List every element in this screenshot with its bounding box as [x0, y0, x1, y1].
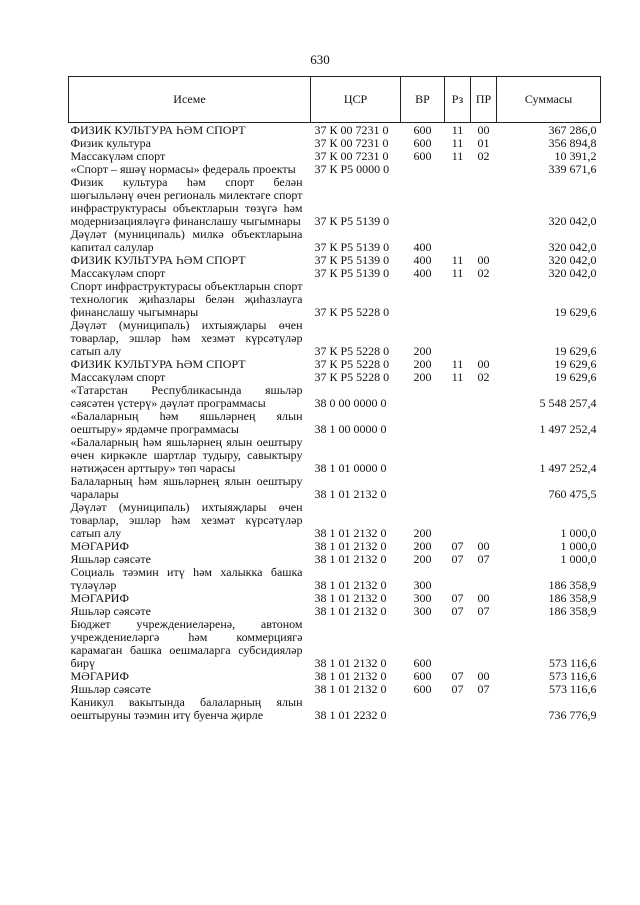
table-row	[69, 176, 601, 228]
cell-rz: 07	[451, 552, 464, 566]
cell-name: Яшьләр сәясәте	[70, 604, 151, 618]
cell-vr: 600	[413, 682, 432, 696]
cell-rz	[445, 566, 471, 592]
cell-csr: 38 0 00 0000 0	[314, 396, 387, 410]
cell-csr: 38 1 01 2132 0	[314, 526, 387, 540]
cell-vr: 200	[413, 539, 432, 553]
cell-pr	[471, 436, 497, 475]
cell-vr	[401, 475, 445, 501]
cell-csr: 38 1 01 2132 0	[314, 682, 387, 696]
cell-vr: 600	[413, 669, 432, 683]
cell-rz	[445, 280, 471, 319]
cell-name: Физик культура	[70, 136, 151, 150]
cell-pr	[471, 696, 497, 722]
cell-pr	[471, 410, 497, 436]
cell-sum: 19 629,6	[554, 344, 597, 358]
cell-sum: 19 629,6	[554, 305, 597, 319]
cell-vr: 600	[413, 149, 432, 163]
cell-name: Физик культура һәм спорт белән шөгыльләнү өчен региональ милектәге спорт инфраструктурасы объектларын төзүгә һәм модернизацияләүгә финанслашу чыгымнары	[70, 175, 303, 228]
cell-vr: 300	[413, 578, 432, 592]
cell-rz	[445, 319, 471, 358]
cell-sum: 186 358,9	[548, 604, 597, 618]
cell-sum: 573 116,6	[548, 669, 597, 683]
cell-rz: 11	[451, 357, 464, 371]
cell-pr: 02	[477, 149, 490, 163]
cell-pr: 00	[477, 669, 490, 683]
cell-pr: 02	[477, 370, 490, 384]
cell-rz	[445, 696, 471, 722]
cell-csr: 38 1 01 2132 0	[314, 552, 387, 566]
cell-name: Балаларның һәм яшьләрнең ялын оештыру чаралары	[70, 474, 303, 501]
cell-vr	[401, 163, 445, 176]
cell-csr: 38 1 01 2132 0	[314, 669, 387, 683]
cell-name: Яшьләр сәясәте	[70, 552, 151, 566]
cell-vr: 600	[413, 123, 432, 137]
cell-name: МӘГАРИФ	[70, 669, 129, 683]
cell-rz	[445, 163, 471, 176]
cell-name: Яшьләр сәясәте	[70, 682, 151, 696]
cell-name: Массакүләм спорт	[70, 149, 166, 163]
cell-name: «Татарстан Республикасында яшьләр сәясәтен үстерү» дәүләт программасы	[70, 383, 303, 410]
cell-vr: 200	[413, 344, 432, 358]
cell-name: «Балаларның һәм яшьләрнең ялын оештыру» ярдәмче программасы	[70, 409, 303, 436]
table-row	[69, 228, 601, 254]
header-csr: ЦСР	[311, 77, 401, 123]
cell-sum: 186 358,9	[548, 578, 597, 592]
cell-csr: 37 К Р5 5139 0	[314, 214, 390, 228]
cell-rz	[445, 618, 471, 670]
cell-vr: 400	[413, 240, 432, 254]
cell-name: Бюджет учреждениеләренә, автоном учреждениеләргә һәм коммерциягә карамаган башка оешмаларга субсидияләр бирү	[70, 617, 303, 670]
cell-rz: 07	[451, 591, 464, 605]
cell-vr: 200	[413, 357, 432, 371]
header-pr: ПР	[471, 77, 497, 123]
table-row	[69, 123, 601, 138]
cell-rz	[445, 475, 471, 501]
cell-sum: 19 629,6	[554, 370, 597, 384]
cell-rz: 07	[451, 539, 464, 553]
cell-name: Дәүләт (муниципаль) ихтыяҗлары өчен товарлар, эшләр һәм хезмәт күрсәтүләр сатып алу	[70, 500, 303, 540]
cell-csr: 37 К 00 7231 0	[314, 123, 389, 137]
cell-sum: 10 391,2	[554, 149, 597, 163]
cell-pr: 00	[477, 357, 490, 371]
cell-csr: 38 1 01 2132 0	[314, 539, 387, 553]
cell-csr: 37 К Р5 5228 0	[314, 370, 390, 384]
cell-sum: 1 000,0	[560, 526, 597, 540]
cell-pr	[471, 566, 497, 592]
cell-rz: 11	[451, 149, 464, 163]
cell-sum: 1 000,0	[560, 552, 597, 566]
cell-pr: 00	[477, 539, 490, 553]
cell-name: МӘГАРИФ	[70, 539, 129, 553]
cell-vr: 200	[413, 526, 432, 540]
table-row	[69, 436, 601, 475]
cell-rz: 11	[451, 370, 464, 384]
cell-csr: 37 К Р5 5228 0	[314, 357, 390, 371]
cell-sum: 1 000,0	[560, 539, 597, 553]
table-row	[69, 319, 601, 358]
cell-sum: 356 894,8	[548, 136, 597, 150]
cell-rz	[445, 436, 471, 475]
cell-csr: 38 1 01 2132 0	[314, 591, 387, 605]
table-row	[69, 410, 601, 436]
cell-name: Социаль тәэмин итү һәм халыкка башка түләүләр	[70, 565, 303, 592]
cell-name: Массакүләм спорт	[70, 370, 166, 384]
cell-csr: 38 1 01 2132 0	[314, 578, 387, 592]
cell-rz	[445, 410, 471, 436]
cell-sum: 339 671,6	[548, 162, 597, 176]
cell-vr: 300	[413, 591, 432, 605]
cell-name: «Спорт – яшәү нормасы» федераль проекты	[70, 162, 296, 176]
cell-rz: 07	[451, 682, 464, 696]
cell-csr: 38 1 01 2132 0	[314, 656, 387, 670]
cell-name: ФИЗИК КУЛЬТУРА ҺӘМ СПОРТ	[70, 357, 246, 371]
cell-vr	[401, 280, 445, 319]
cell-sum: 320 042,0	[548, 214, 597, 228]
budget-table	[68, 76, 601, 722]
cell-name: Дәүләт (муниципаль) милкә объектларына капитал салулар	[70, 227, 303, 254]
header-sum: Суммасы	[497, 77, 601, 123]
cell-vr: 200	[413, 552, 432, 566]
cell-sum: 573 116,6	[548, 656, 597, 670]
cell-csr: 37 К Р5 0000 0	[314, 162, 390, 176]
table-row	[69, 696, 601, 722]
cell-csr: 37 К Р5 5139 0	[314, 240, 390, 254]
header-vr: ВР	[401, 77, 445, 123]
table-row	[69, 475, 601, 501]
table-row	[69, 618, 601, 670]
cell-csr: 38 1 00 0000 0	[314, 422, 387, 436]
cell-rz: 11	[451, 266, 464, 280]
cell-name: МӘГАРИФ	[70, 591, 129, 605]
cell-name: Дәүләт (муниципаль) ихтыяҗлары өчен товарлар, эшләр һәм хезмәт күрсәтүләр сатып алу	[70, 318, 303, 358]
cell-vr	[401, 436, 445, 475]
cell-csr: 38 1 01 0000 0	[314, 461, 387, 475]
cell-vr	[401, 384, 445, 410]
cell-pr	[471, 618, 497, 670]
cell-csr: 37 К Р5 5228 0	[314, 305, 390, 319]
cell-rz	[445, 176, 471, 228]
cell-sum: 320 042,0	[548, 266, 597, 280]
cell-pr	[471, 319, 497, 358]
header-name: Исеме	[69, 77, 311, 123]
cell-vr: 300	[413, 604, 432, 618]
cell-rz: 07	[451, 604, 464, 618]
cell-name: Каникул вакытында балаларның ялын оештыруны тәэмин итү буенча җирле	[70, 695, 303, 722]
cell-sum: 760 475,5	[548, 487, 597, 501]
cell-name: ФИЗИК КУЛЬТУРА ҺӘМ СПОРТ	[70, 123, 246, 137]
cell-rz: 07	[451, 669, 464, 683]
cell-vr: 400	[413, 266, 432, 280]
cell-pr	[471, 280, 497, 319]
cell-name: Спорт инфраструктурасы объектларын спорт технологик җиһазлары белән җиһазлауга финанслашу чыгымнары	[70, 279, 303, 319]
cell-pr	[471, 228, 497, 254]
cell-csr: 38 1 01 2132 0	[314, 487, 387, 501]
cell-vr	[401, 176, 445, 228]
header-rz: Рз	[445, 77, 471, 123]
table-header	[69, 77, 601, 123]
cell-pr	[471, 163, 497, 176]
cell-pr: 00	[477, 591, 490, 605]
cell-sum: 1 497 252,4	[539, 461, 597, 475]
cell-name: «Балаларның һәм яшьләрнең ялын оештыру өчен киркәкле шартлар тудыру, савыктыру нәтиҗәсен арттыру» төп чарасы	[70, 435, 303, 475]
cell-sum: 573 116,6	[548, 682, 597, 696]
table-row	[69, 501, 601, 540]
cell-vr	[401, 410, 445, 436]
cell-pr: 02	[477, 266, 490, 280]
cell-pr	[471, 384, 497, 410]
table-row	[69, 566, 601, 592]
cell-csr: 37 К Р5 5139 0	[314, 266, 390, 280]
cell-rz: 11	[451, 123, 464, 137]
cell-vr: 600	[413, 136, 432, 150]
cell-sum: 1 497 252,4	[539, 422, 597, 436]
cell-rz: 11	[451, 136, 464, 150]
cell-vr	[401, 696, 445, 722]
cell-sum: 320 042,0	[548, 253, 597, 267]
cell-pr	[471, 475, 497, 501]
cell-csr: 37 К Р5 5228 0	[314, 344, 390, 358]
cell-vr: 200	[413, 370, 432, 384]
cell-csr: 38 1 01 2132 0	[314, 604, 387, 618]
cell-rz	[445, 228, 471, 254]
cell-sum: 736 776,9	[548, 708, 597, 722]
table-row	[69, 384, 601, 410]
cell-pr	[471, 501, 497, 540]
cell-csr: 38 1 01 2232 0	[314, 708, 387, 722]
table-row	[69, 280, 601, 319]
cell-vr: 400	[413, 253, 432, 267]
cell-rz	[445, 501, 471, 540]
page-number: 630	[310, 52, 330, 67]
cell-pr: 07	[477, 682, 490, 696]
cell-vr: 600	[413, 656, 432, 670]
cell-pr: 07	[477, 552, 490, 566]
table-body	[69, 123, 601, 723]
cell-sum: 19 629,6	[554, 357, 597, 371]
cell-rz: 11	[451, 253, 464, 267]
cell-sum: 320 042,0	[548, 240, 597, 254]
cell-name: Массакүләм спорт	[70, 266, 166, 280]
cell-pr	[471, 176, 497, 228]
cell-rz	[445, 384, 471, 410]
cell-pr: 00	[477, 123, 490, 137]
cell-pr: 01	[477, 136, 490, 150]
cell-csr: 37 К Р5 5139 0	[314, 253, 390, 267]
cell-csr: 37 К 00 7231 0	[314, 149, 389, 163]
cell-csr: 37 К 00 7231 0	[314, 136, 389, 150]
cell-sum: 367 286,0	[548, 123, 597, 137]
cell-pr: 00	[477, 253, 490, 267]
cell-sum: 5 548 257,4	[539, 396, 597, 410]
cell-sum: 186 358,9	[548, 591, 597, 605]
cell-pr: 07	[477, 604, 490, 618]
cell-name: ФИЗИК КУЛЬТУРА ҺӘМ СПОРТ	[70, 253, 246, 267]
